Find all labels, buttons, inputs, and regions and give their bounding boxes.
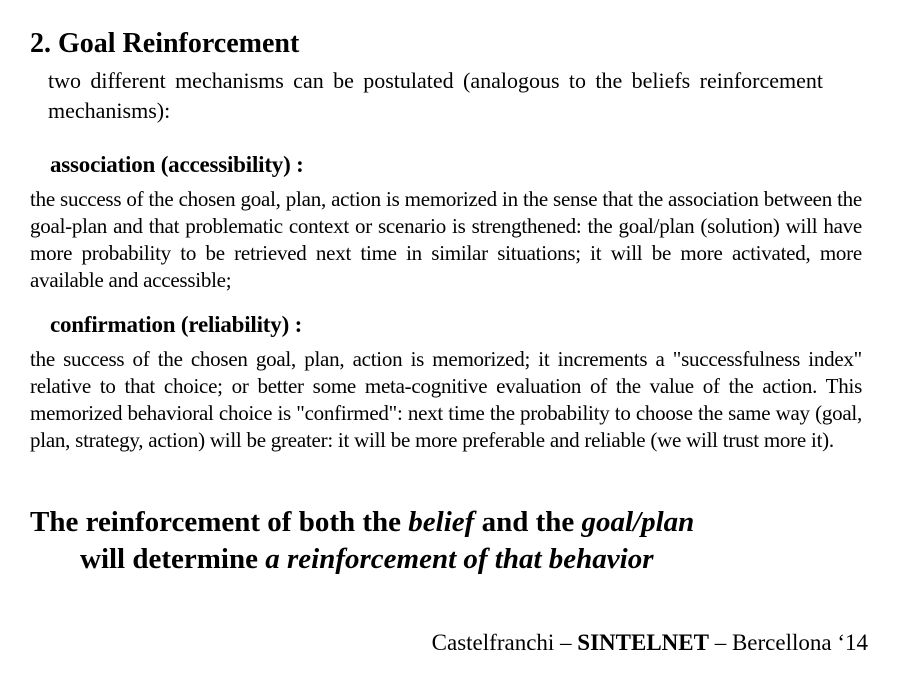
conclusion-text-segment: and the — [474, 506, 582, 538]
footer-location: – Bercellona ‘14 — [708, 630, 868, 655]
confirmation-body: the success of the chosen goal, plan, action is memorized; it increments a "successfulness index" relative to that choice; or better some meta-cognitive evaluation of the value of the action. This memorized behavioral choice is "confirmed": next time the probability to choose the same way (goal, plan, strategy, action) will be greater: it will be more preferable and reliable (we will trust more it). — [30, 347, 862, 452]
association-body: the success of the chosen goal, plan, action is memorized in the sense that the association between the goal-plan and that problematic context or scenario is strengthened: the goal/plan (solution) will have more probability to be retrieved next time in similar situations; it will be more activated, more available and accessible; — [30, 187, 862, 292]
slide-title: 2. Goal Reinforcement — [30, 28, 300, 59]
conclusion-text-segment: will determine — [80, 543, 266, 575]
footer-author: Castelfranchi – — [431, 630, 578, 655]
conclusion-belief-italic: belief — [408, 506, 475, 538]
conclusion-text-segment: The reinforcement of both the — [30, 506, 409, 538]
conclusion-line-1 — [30, 504, 870, 541]
association-heading: association (accessibility) : — [50, 152, 304, 177]
conclusion-statement — [30, 504, 870, 578]
conclusion-goalplan-italic: goal/plan — [581, 506, 695, 538]
conclusion-line-2 — [30, 541, 870, 578]
conclusion-behavior-italic: a reinforcement of that behavior — [265, 543, 654, 575]
footer-credit — [432, 630, 868, 656]
confirmation-heading: confirmation (reliability) : — [50, 312, 303, 337]
footer-sintelnet-bold: SINTELNET — [577, 630, 709, 655]
intro-paragraph: two different mechanisms can be postulated (analogous to the beliefs reinforcement mechanisms): — [48, 68, 823, 123]
